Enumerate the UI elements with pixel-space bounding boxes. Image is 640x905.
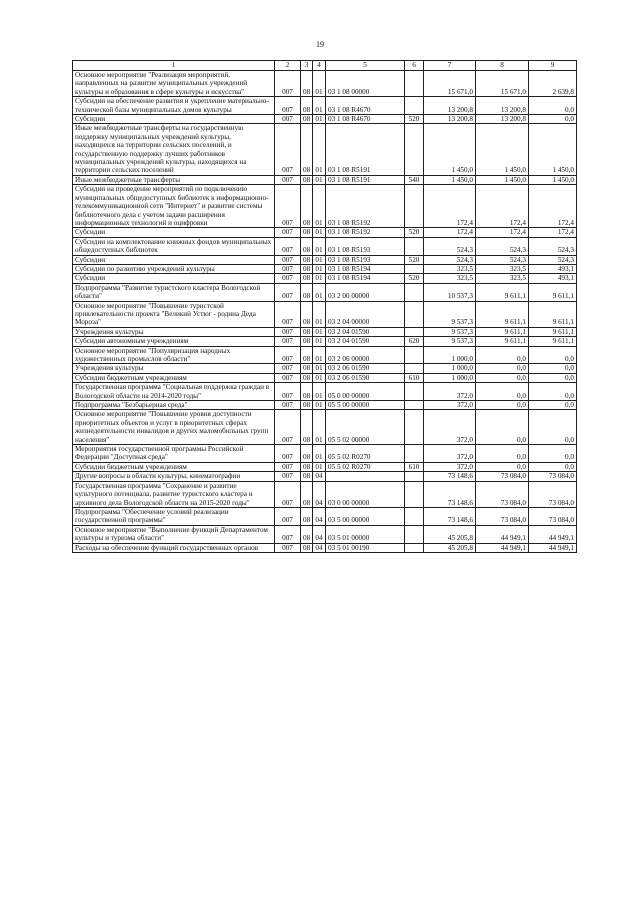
row-name-cell: Субсидии бюджетным учреждениям <box>73 462 275 471</box>
amount-cell: 73 148,6 <box>424 472 476 481</box>
row-name-cell: Основное мероприятие "Повышение уровня доступности приоритетных объектов и услуг в приоритетных сферах жизнедеятельности инвалидов и других маломобильных групп населения" <box>73 410 275 445</box>
target-article-cell: 03 2 00 00000 <box>326 283 405 301</box>
amount-cell: 9 537,3 <box>424 327 476 336</box>
ministry-code-cell: 007 <box>275 445 301 463</box>
subsection-code-cell: 04 <box>313 525 326 543</box>
page-number: 19 <box>316 40 324 49</box>
amount-cell: 45 205,8 <box>424 525 476 543</box>
subsection-code-cell: 01 <box>313 364 326 373</box>
target-article-cell: 05 5 02 R0270 <box>326 462 405 471</box>
amount-cell: 0,0 <box>529 373 577 382</box>
ministry-code-cell: 007 <box>275 327 301 336</box>
row-name-cell: Субсидии <box>73 228 275 237</box>
subsection-code-cell: 01 <box>313 274 326 283</box>
table-row <box>73 445 577 463</box>
table-row <box>73 115 577 124</box>
amount-cell: 524,3 <box>424 237 476 255</box>
table-row <box>73 481 577 507</box>
section-code-cell: 08 <box>301 301 313 327</box>
expense-type-cell <box>405 327 424 336</box>
amount-cell: 9 611,1 <box>529 337 577 346</box>
section-code-cell: 08 <box>301 346 313 364</box>
table-row <box>73 383 577 401</box>
ministry-code-cell: 007 <box>275 283 301 301</box>
amount-cell: 73 084,0 <box>476 481 529 507</box>
ministry-code-cell: 007 <box>275 383 301 401</box>
expense-type-cell <box>405 346 424 364</box>
amount-cell: 1 000,0 <box>424 364 476 373</box>
target-article-cell <box>326 472 405 481</box>
subsection-code-cell: 04 <box>313 543 326 552</box>
target-article-cell: 03 5 01 00190 <box>326 543 405 552</box>
subsection-code-cell: 04 <box>313 481 326 507</box>
section-code-cell: 08 <box>301 543 313 552</box>
amount-cell: 44 949,1 <box>529 525 577 543</box>
expense-type-cell: 610 <box>405 373 424 382</box>
row-name-cell: Основное мероприятие "Выполнение функций Департаментом культуры и туризма области" <box>73 525 275 543</box>
table-row <box>73 124 577 175</box>
amount-cell: 0,0 <box>529 364 577 373</box>
amount-cell: 9 611,1 <box>529 301 577 327</box>
section-code-cell: 08 <box>301 115 313 124</box>
ministry-code-cell: 007 <box>275 481 301 507</box>
section-code-cell: 08 <box>301 445 313 463</box>
target-article-cell: 03 0 00 00000 <box>326 481 405 507</box>
amount-cell: 493,1 <box>529 264 577 273</box>
section-code-cell: 08 <box>301 525 313 543</box>
table-header-row <box>73 61 577 71</box>
amount-cell: 172,4 <box>424 228 476 237</box>
target-article-cell: 03 1 08 R5192 <box>326 228 405 237</box>
row-name-cell: Учреждения культуры <box>73 327 275 336</box>
amount-cell: 524,3 <box>529 237 577 255</box>
amount-cell: 0,0 <box>476 383 529 401</box>
amount-cell: 73 084,0 <box>476 507 529 525</box>
target-article-cell: 03 2 06 00000 <box>326 346 405 364</box>
target-article-cell: 05 5 02 R0270 <box>326 445 405 463</box>
table-row <box>73 255 577 264</box>
section-code-cell: 08 <box>301 71 313 97</box>
section-code-cell: 08 <box>301 283 313 301</box>
table-row <box>73 337 577 346</box>
amount-cell: 9 611,1 <box>476 301 529 327</box>
ministry-code-cell: 007 <box>275 255 301 264</box>
amount-cell: 9 611,1 <box>529 327 577 336</box>
expense-type-cell <box>405 124 424 175</box>
amount-cell: 9 611,1 <box>476 337 529 346</box>
amount-cell: 15 671,0 <box>424 71 476 97</box>
subsection-code-cell: 01 <box>313 124 326 175</box>
section-code-cell: 08 <box>301 327 313 336</box>
amount-cell: 1 450,0 <box>476 175 529 184</box>
table-row <box>73 462 577 471</box>
amount-cell: 44 949,1 <box>529 543 577 552</box>
amount-cell: 323,5 <box>476 264 529 273</box>
subsection-code-cell: 04 <box>313 507 326 525</box>
expense-type-cell <box>405 283 424 301</box>
target-article-cell: 03 1 08 R4670 <box>326 115 405 124</box>
ministry-code-cell: 007 <box>275 472 301 481</box>
section-code-cell: 08 <box>301 401 313 410</box>
table-row <box>73 327 577 336</box>
section-code-cell: 08 <box>301 237 313 255</box>
table-row <box>73 71 577 97</box>
subsection-code-cell: 01 <box>313 410 326 445</box>
table-row <box>73 274 577 283</box>
expense-type-cell <box>405 264 424 273</box>
expense-type-cell <box>405 383 424 401</box>
amount-cell: 44 949,1 <box>476 525 529 543</box>
amount-cell: 0,0 <box>529 346 577 364</box>
budget-table <box>72 60 577 553</box>
subsection-code-cell: 01 <box>313 401 326 410</box>
subsection-code-cell: 01 <box>313 71 326 97</box>
column-header: 5 <box>326 61 405 71</box>
amount-cell: 10 537,3 <box>424 283 476 301</box>
table-body <box>73 71 577 553</box>
row-name-cell: Государственная программа "Социальная поддержка граждан в Вологодской области на 2014-2020 годы" <box>73 383 275 401</box>
target-article-cell: 05 0 00 00000 <box>326 383 405 401</box>
amount-cell: 0,0 <box>476 462 529 471</box>
expense-type-cell <box>405 301 424 327</box>
row-name-cell: Учреждения культуры <box>73 364 275 373</box>
row-name-cell: Другие вопросы в области культуры, кинематографии <box>73 472 275 481</box>
ministry-code-cell: 007 <box>275 237 301 255</box>
column-header: 2 <box>275 61 301 71</box>
subsection-code-cell: 01 <box>313 346 326 364</box>
amount-cell: 0,0 <box>476 410 529 445</box>
table-row <box>73 237 577 255</box>
subsection-code-cell: 01 <box>313 255 326 264</box>
section-code-cell: 08 <box>301 274 313 283</box>
row-name-cell: Субсидии <box>73 255 275 264</box>
amount-cell: 372,0 <box>424 401 476 410</box>
amount-cell: 0,0 <box>529 115 577 124</box>
expense-type-cell <box>405 543 424 552</box>
subsection-code-cell: 01 <box>313 264 326 273</box>
ministry-code-cell: 007 <box>275 462 301 471</box>
ministry-code-cell: 007 <box>275 401 301 410</box>
amount-cell: 0,0 <box>529 410 577 445</box>
subsection-code-cell: 01 <box>313 301 326 327</box>
target-article-cell: 03 5 01 00000 <box>326 525 405 543</box>
table-row <box>73 301 577 327</box>
amount-cell: 524,3 <box>529 255 577 264</box>
target-article-cell: 03 1 08 R5193 <box>326 237 405 255</box>
amount-cell: 9 537,3 <box>424 301 476 327</box>
amount-cell: 13 200,8 <box>476 97 529 115</box>
amount-cell: 172,4 <box>476 228 529 237</box>
target-article-cell: 05 5 02 00000 <box>326 410 405 445</box>
expense-type-cell: 520 <box>405 255 424 264</box>
row-name-cell: Субсидии на обеспечение развития и укрепление материально-технической базы муниципальных домов культуры <box>73 97 275 115</box>
table-row <box>73 410 577 445</box>
ministry-code-cell: 007 <box>275 185 301 228</box>
amount-cell: 323,5 <box>424 264 476 273</box>
row-name-cell: Субсидии на проведение мероприятий по подключению муниципальных общедоступных библиотек к информационно-телекоммуникационной сети "Интернет" и развитие системы библиотечного дела с учетом задачи расширения информационных технологий и оцифровки <box>73 185 275 228</box>
amount-cell: 0,0 <box>529 401 577 410</box>
section-code-cell: 08 <box>301 185 313 228</box>
subsection-code-cell: 01 <box>313 327 326 336</box>
table-row <box>73 373 577 382</box>
row-name-cell: Подпрограмма "Безбарьерная среда" <box>73 401 275 410</box>
expense-type-cell <box>405 97 424 115</box>
ministry-code-cell: 007 <box>275 71 301 97</box>
table-row <box>73 283 577 301</box>
target-article-cell: 03 1 08 R5191 <box>326 124 405 175</box>
column-header: 7 <box>424 61 476 71</box>
expense-type-cell: 520 <box>405 228 424 237</box>
expense-type-cell: 520 <box>405 115 424 124</box>
expense-type-cell <box>405 472 424 481</box>
amount-cell: 44 949,1 <box>476 543 529 552</box>
section-code-cell: 08 <box>301 462 313 471</box>
section-code-cell: 08 <box>301 228 313 237</box>
amount-cell: 13 200,8 <box>424 97 476 115</box>
target-article-cell: 03 2 04 01590 <box>326 327 405 336</box>
amount-cell: 372,0 <box>424 383 476 401</box>
table-row <box>73 346 577 364</box>
row-name-cell: Субсидии <box>73 274 275 283</box>
target-article-cell: 03 5 00 00000 <box>326 507 405 525</box>
amount-cell: 0,0 <box>529 462 577 471</box>
ministry-code-cell: 007 <box>275 364 301 373</box>
amount-cell: 323,5 <box>476 274 529 283</box>
section-code-cell: 08 <box>301 410 313 445</box>
expense-type-cell <box>405 507 424 525</box>
row-name-cell: Субсидии на комплектование книжных фондов муниципальных общедоступных библиотек <box>73 237 275 255</box>
table-row <box>73 97 577 115</box>
amount-cell: 0,0 <box>476 445 529 463</box>
column-header: 4 <box>313 61 326 71</box>
row-name-cell: Субсидии бюджетным учреждениям <box>73 373 275 382</box>
amount-cell: 172,4 <box>476 185 529 228</box>
expense-type-cell <box>405 401 424 410</box>
row-name-cell: Субсидии автономным учреждениям <box>73 337 275 346</box>
amount-cell: 0,0 <box>476 346 529 364</box>
target-article-cell: 03 1 08 00000 <box>326 71 405 97</box>
column-header: 9 <box>529 61 577 71</box>
column-header: 3 <box>301 61 313 71</box>
amount-cell: 372,0 <box>424 462 476 471</box>
amount-cell: 1 450,0 <box>529 124 577 175</box>
expense-type-cell <box>405 525 424 543</box>
target-article-cell: 03 1 08 R5194 <box>326 274 405 283</box>
amount-cell: 73 084,0 <box>529 507 577 525</box>
subsection-code-cell: 01 <box>313 462 326 471</box>
section-code-cell: 08 <box>301 472 313 481</box>
table-row <box>73 185 577 228</box>
subsection-code-cell: 01 <box>313 445 326 463</box>
ministry-code-cell: 007 <box>275 97 301 115</box>
section-code-cell: 08 <box>301 481 313 507</box>
amount-cell: 1 450,0 <box>476 124 529 175</box>
amount-cell: 0,0 <box>529 383 577 401</box>
amount-cell: 73 084,0 <box>476 472 529 481</box>
ministry-code-cell: 007 <box>275 543 301 552</box>
section-code-cell: 08 <box>301 255 313 264</box>
table-row <box>73 228 577 237</box>
row-name-cell: Субсидии <box>73 115 275 124</box>
amount-cell: 73 084,0 <box>529 481 577 507</box>
ministry-code-cell: 007 <box>275 301 301 327</box>
target-article-cell: 03 2 06 01590 <box>326 373 405 382</box>
amount-cell: 2 639,8 <box>529 71 577 97</box>
row-name-cell: Государственная программа "Сохранение и развитие культурного потенциала, развитие туристского кластера и архивного дела Вологодской области на 2015-2020 годы" <box>73 481 275 507</box>
table-row <box>73 543 577 552</box>
amount-cell: 323,5 <box>424 274 476 283</box>
amount-cell: 0,0 <box>529 445 577 463</box>
subsection-code-cell: 01 <box>313 337 326 346</box>
column-header: 8 <box>476 61 529 71</box>
row-name-cell: Подпрограмма "Развитие туристского кластера Вологодской области" <box>73 283 275 301</box>
table-row <box>73 525 577 543</box>
amount-cell: 9 537,3 <box>424 337 476 346</box>
expense-type-cell: 620 <box>405 337 424 346</box>
target-article-cell: 03 2 06 01590 <box>326 364 405 373</box>
subsection-code-cell: 01 <box>313 175 326 184</box>
target-article-cell: 03 1 08 R4670 <box>326 97 405 115</box>
target-article-cell: 05 5 00 00000 <box>326 401 405 410</box>
amount-cell: 1 450,0 <box>424 124 476 175</box>
row-name-cell: Иные межбюджетные трансферты на государственную поддержку муниципальных учреждений культуры, находящихся на территории сельских поселений, и государственную поддержку лучших работников муниципальных учреждений культуры, находящихся на территории сельских поселений <box>73 124 275 175</box>
amount-cell: 0,0 <box>476 401 529 410</box>
ministry-code-cell: 007 <box>275 115 301 124</box>
ministry-code-cell: 007 <box>275 346 301 364</box>
row-name-cell: Основное мероприятие "Реализация мероприятий, направленных на развитие муниципальных учреждений культуры и образования в сфере культуры и искусства" <box>73 71 275 97</box>
section-code-cell: 08 <box>301 337 313 346</box>
ministry-code-cell: 007 <box>275 175 301 184</box>
amount-cell: 1 450,0 <box>424 175 476 184</box>
expense-type-cell <box>405 410 424 445</box>
table-row <box>73 175 577 184</box>
amount-cell: 1 000,0 <box>424 373 476 382</box>
target-article-cell: 03 1 08 R5194 <box>326 264 405 273</box>
table-row <box>73 364 577 373</box>
row-name-cell: Иные межбюджетные трансферты <box>73 175 275 184</box>
section-code-cell: 08 <box>301 124 313 175</box>
ministry-code-cell: 007 <box>275 264 301 273</box>
amount-cell: 45 205,8 <box>424 543 476 552</box>
expense-type-cell <box>405 71 424 97</box>
amount-cell: 524,3 <box>476 237 529 255</box>
amount-cell: 372,0 <box>424 410 476 445</box>
section-code-cell: 08 <box>301 507 313 525</box>
column-header: 1 <box>73 61 275 71</box>
table-row <box>73 401 577 410</box>
amount-cell: 0,0 <box>476 364 529 373</box>
ministry-code-cell: 007 <box>275 373 301 382</box>
amount-cell: 1 000,0 <box>424 346 476 364</box>
subsection-code-cell: 01 <box>313 185 326 228</box>
amount-cell: 13 200,8 <box>476 115 529 124</box>
amount-cell: 493,1 <box>529 274 577 283</box>
subsection-code-cell: 04 <box>313 472 326 481</box>
row-name-cell: Субсидии по развитию учреждений культуры <box>73 264 275 273</box>
subsection-code-cell: 01 <box>313 283 326 301</box>
amount-cell: 524,3 <box>476 255 529 264</box>
subsection-code-cell: 01 <box>313 97 326 115</box>
ministry-code-cell: 007 <box>275 337 301 346</box>
section-code-cell: 08 <box>301 175 313 184</box>
expense-type-cell: 540 <box>405 175 424 184</box>
row-name-cell: Основное мероприятие "Популяризация народных художественных промыслов области" <box>73 346 275 364</box>
section-code-cell: 08 <box>301 383 313 401</box>
ministry-code-cell: 007 <box>275 410 301 445</box>
amount-cell: 9 611,1 <box>529 283 577 301</box>
table-row <box>73 507 577 525</box>
section-code-cell: 08 <box>301 373 313 382</box>
section-code-cell: 08 <box>301 97 313 115</box>
subsection-code-cell: 01 <box>313 228 326 237</box>
table-row <box>73 472 577 481</box>
ministry-code-cell: 007 <box>275 274 301 283</box>
expense-type-cell <box>405 481 424 507</box>
target-article-cell: 03 1 08 R5193 <box>326 255 405 264</box>
row-name-cell: Основное мероприятие "Повышение туристской привлекательности проекта "Великий Устюг - родина Деда Мороза" <box>73 301 275 327</box>
subsection-code-cell: 01 <box>313 115 326 124</box>
target-article-cell: 03 1 08 R5191 <box>326 175 405 184</box>
expense-type-cell <box>405 445 424 463</box>
expense-type-cell: 520 <box>405 274 424 283</box>
ministry-code-cell: 007 <box>275 124 301 175</box>
subsection-code-cell: 01 <box>313 373 326 382</box>
target-article-cell: 03 2 04 01590 <box>326 337 405 346</box>
target-article-cell: 03 1 08 R5192 <box>326 185 405 228</box>
row-name-cell: Расходы на обеспечение функций государственных органов <box>73 543 275 552</box>
table-row <box>73 264 577 273</box>
amount-cell: 1 450,0 <box>529 175 577 184</box>
column-header: 6 <box>405 61 424 71</box>
row-name-cell: Мероприятия государственной программы Российской Федерации "Доступная среда" <box>73 445 275 463</box>
expense-type-cell: 610 <box>405 462 424 471</box>
amount-cell: 0,0 <box>476 373 529 382</box>
section-code-cell: 08 <box>301 364 313 373</box>
amount-cell: 15 671,0 <box>476 71 529 97</box>
amount-cell: 372,0 <box>424 445 476 463</box>
row-name-cell: Подпрограмма "Обеспечение условий реализации государственной программы" <box>73 507 275 525</box>
subsection-code-cell: 01 <box>313 237 326 255</box>
expense-type-cell <box>405 185 424 228</box>
amount-cell: 73 084,0 <box>529 472 577 481</box>
amount-cell: 9 611,1 <box>476 327 529 336</box>
amount-cell: 73 148,6 <box>424 507 476 525</box>
amount-cell: 172,4 <box>424 185 476 228</box>
expense-type-cell <box>405 364 424 373</box>
section-code-cell: 08 <box>301 264 313 273</box>
amount-cell: 0,0 <box>529 97 577 115</box>
ministry-code-cell: 007 <box>275 228 301 237</box>
target-article-cell: 03 2 04 00000 <box>326 301 405 327</box>
amount-cell: 9 611,1 <box>476 283 529 301</box>
amount-cell: 73 148,6 <box>424 481 476 507</box>
ministry-code-cell: 007 <box>275 507 301 525</box>
ministry-code-cell: 007 <box>275 525 301 543</box>
amount-cell: 13 200,8 <box>424 115 476 124</box>
amount-cell: 172,4 <box>529 228 577 237</box>
subsection-code-cell: 01 <box>313 383 326 401</box>
amount-cell: 172,4 <box>529 185 577 228</box>
expense-type-cell <box>405 237 424 255</box>
amount-cell: 524,3 <box>424 255 476 264</box>
